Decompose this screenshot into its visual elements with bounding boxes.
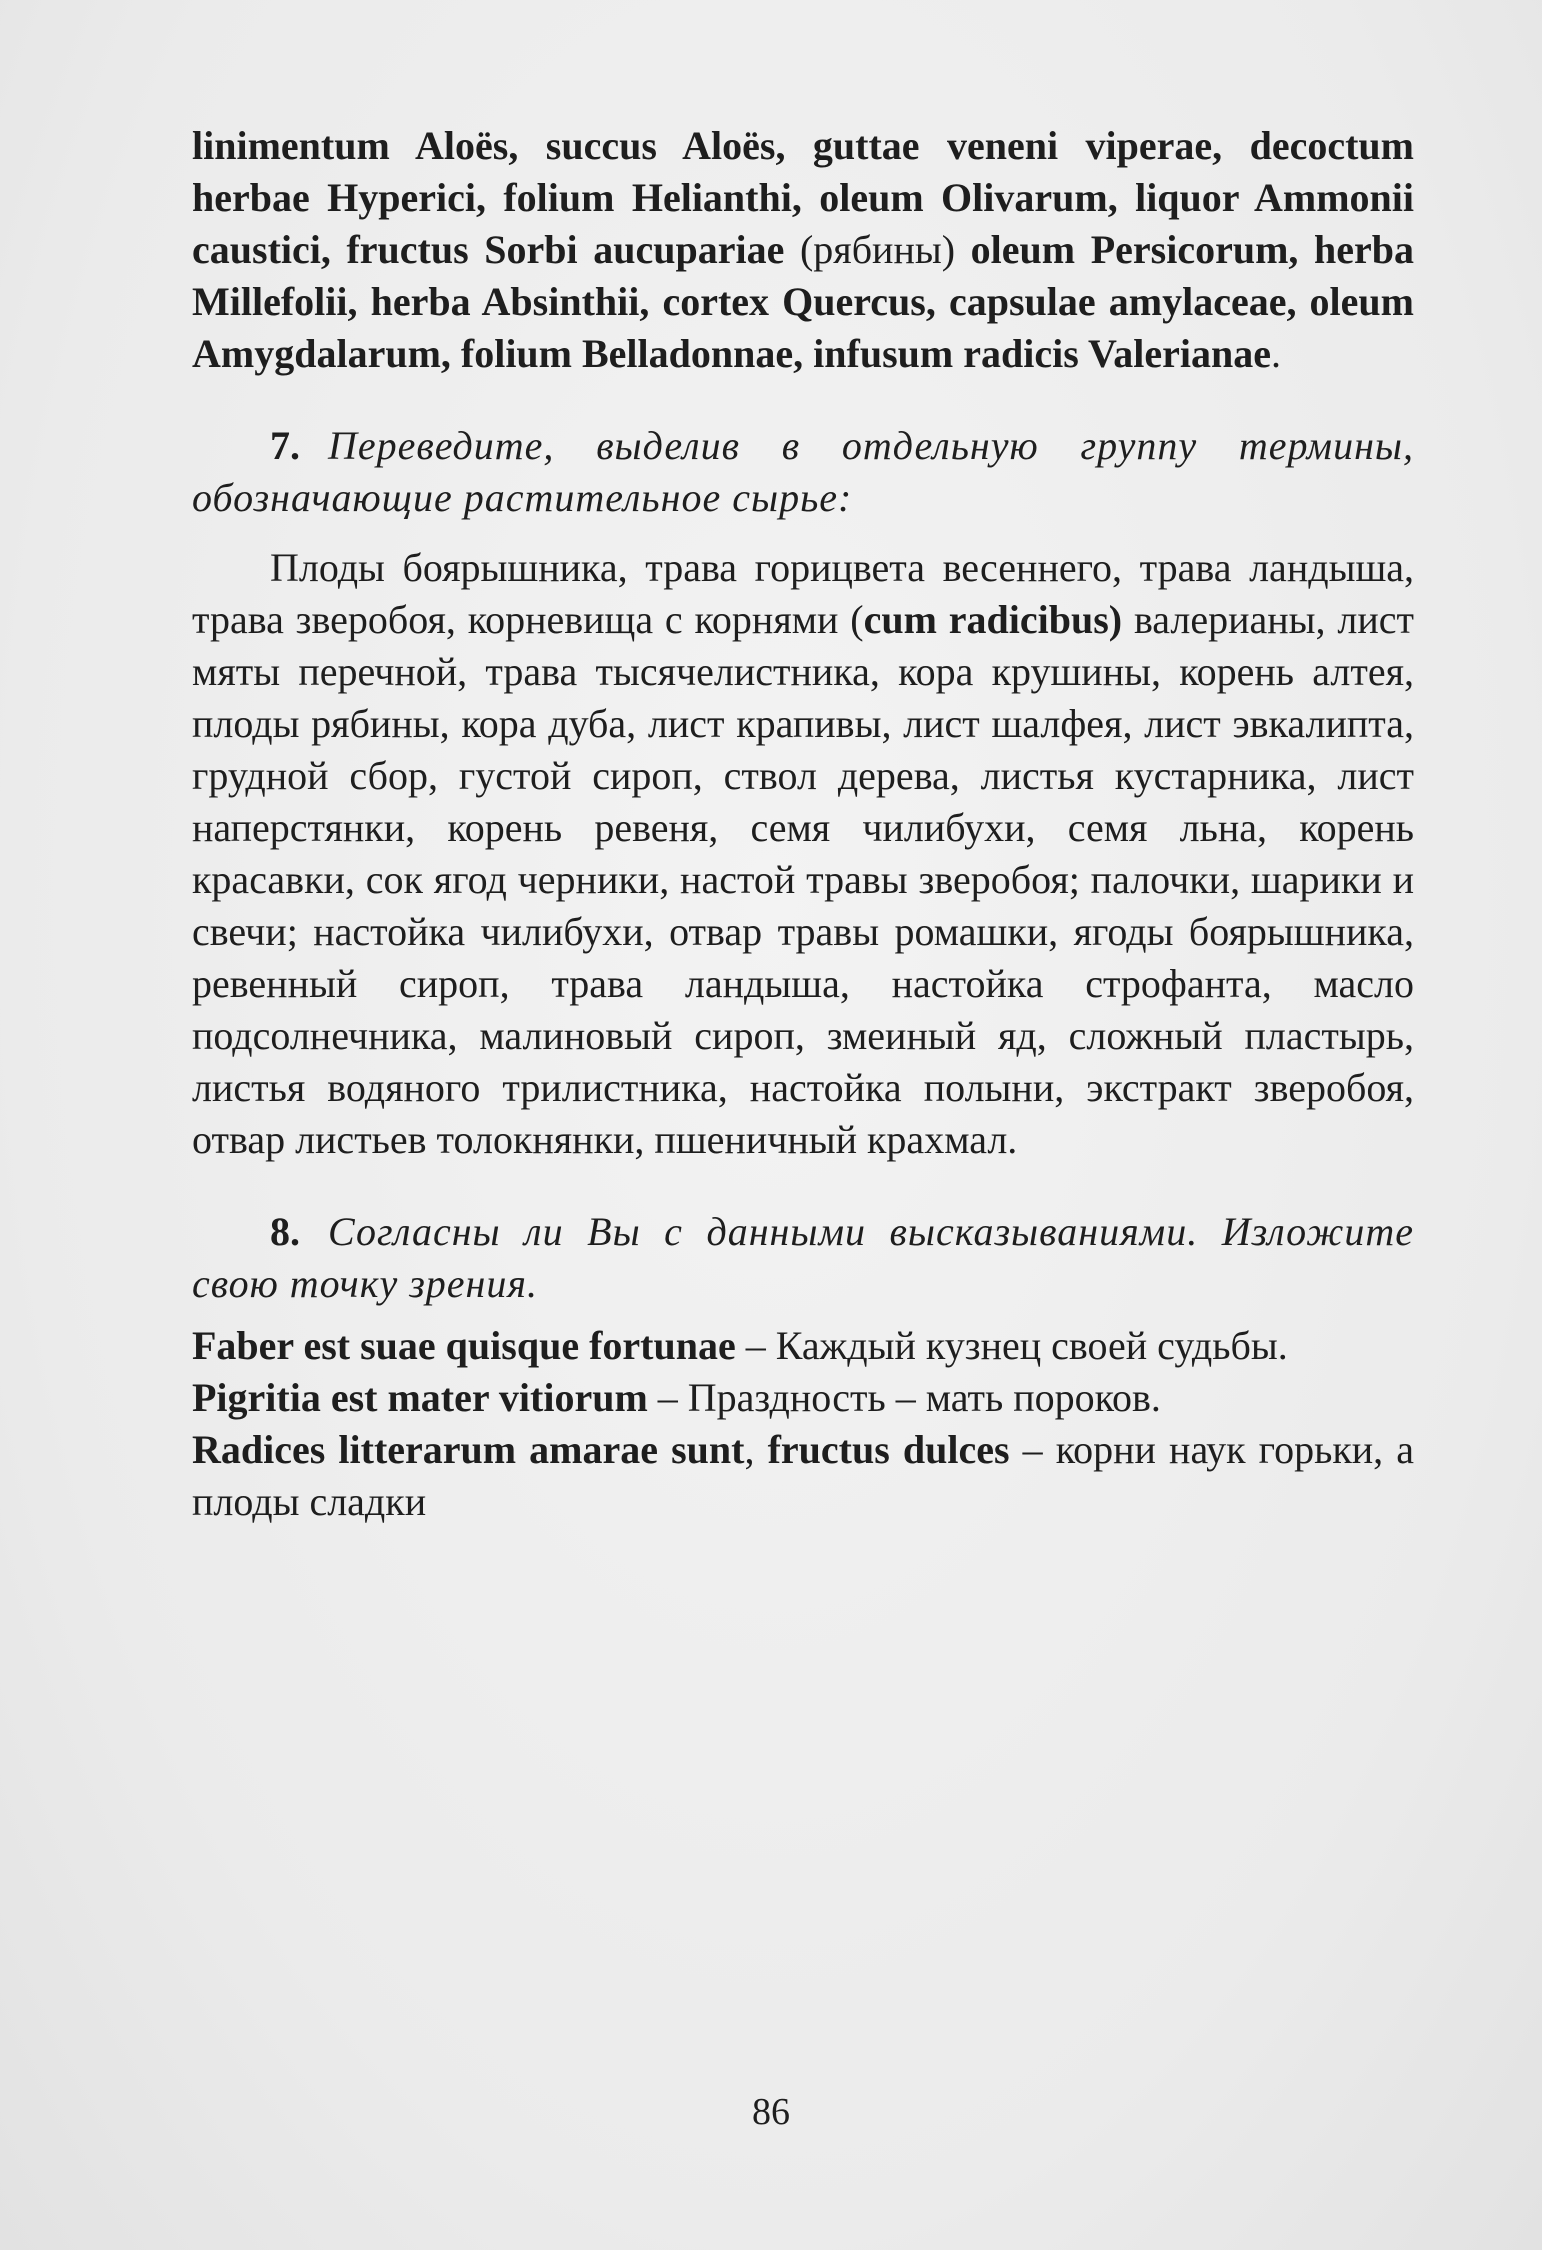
- saying-3-dash: –: [1009, 1427, 1056, 1472]
- exercise-7-body-part1: Плоды боярышника, трава горицвета весеннего, трава ландыша, трава зверобоя, корневища с корнями (: [192, 545, 1414, 642]
- exercise-7-task: Переведите, выделив в отдельную группу термины, обозначающие растительное сырье:: [192, 423, 1414, 520]
- saying-3-latin: Radices litterarum amarae sunt: [192, 1427, 745, 1472]
- saying-2-translation: Праздность – мать пороков.: [687, 1375, 1161, 1420]
- exercise-8-task: Согласны ли Вы с данными высказываниями. Изложите свою точку зрения.: [192, 1209, 1414, 1306]
- latin-terms-part2: oleum Persicorum, herba Millefolii, herba Absinthii, cortex Quercus, capsulae amylaceae, oleum Amygdalarum, folium Belladonnae, infusum radicis Valerianae: [192, 227, 1415, 376]
- saying-1: [192, 1320, 1414, 1372]
- latin-terms-gloss: (рябины): [784, 227, 971, 272]
- saying-3-sep: ,: [744, 1427, 768, 1472]
- saying-2-latin: Pigritia est mater vitiorum: [192, 1375, 648, 1420]
- latin-terms-end: .: [1270, 331, 1281, 376]
- saying-2: [192, 1372, 1414, 1424]
- saying-3-latin-2: fructus dulces: [767, 1427, 1010, 1472]
- saying-1-latin: Faber est suae quisque fortunae: [192, 1323, 736, 1368]
- saying-3: [192, 1424, 1414, 1528]
- saying-1-translation: Каждый кузнец своей судьбы.: [775, 1323, 1288, 1368]
- saying-2-dash: –: [647, 1375, 688, 1420]
- exercise-7-body-part2: валерианы, лист мяты перечной, трава тысячелистника, кора крушины, корень алтея, плоды рябины, кора дуба, лист крапивы, лист шалфея, лист эвкалипта, грудной сбор, густой сироп, ствол дерева, листья кустарника, лист наперстянки, корень ревеня, семя чилибухи, семя льна, корень красавки, сок ягод черники, настой травы зверобоя; палочки, шарики и свечи; настойка чилибухи, отвар травы ромашки, ягоды боярышника, ревенный сироп, трава ландыша, настойка строфанта, масло подсолнечника, малиновый сироп, змеиный яд, сложный пластырь, листья водяного трилистника, настойка полыни, экстракт зверобоя, отвар листьев толокнянки, пшеничный крахмал.: [192, 597, 1414, 1162]
- exercise-7-number: 7.: [270, 423, 300, 468]
- exercise-7-body-latin: cum radicibus): [863, 597, 1123, 642]
- page-number: 86: [752, 2091, 790, 2133]
- saying-3-translation: корни наук горьки, а плоды сладки: [192, 1427, 1415, 1524]
- exercise-8-heading: [192, 1206, 1414, 1310]
- saying-1-dash: –: [735, 1323, 776, 1368]
- latin-terms-paragraph: [192, 120, 1414, 380]
- page-text: [192, 120, 1414, 1528]
- exercise-7-heading: [192, 420, 1414, 524]
- exercise-8-number: 8.: [270, 1209, 300, 1254]
- latin-terms-part1: linimentum Aloës, succus Aloës, guttae veneni viperae, decoctum herbae Hyperici, folium Helianthi, oleum Olivarum, liquor Ammonii caustici, fructus Sorbi aucupariae: [192, 123, 1414, 272]
- exercise-7-body: [192, 542, 1414, 1166]
